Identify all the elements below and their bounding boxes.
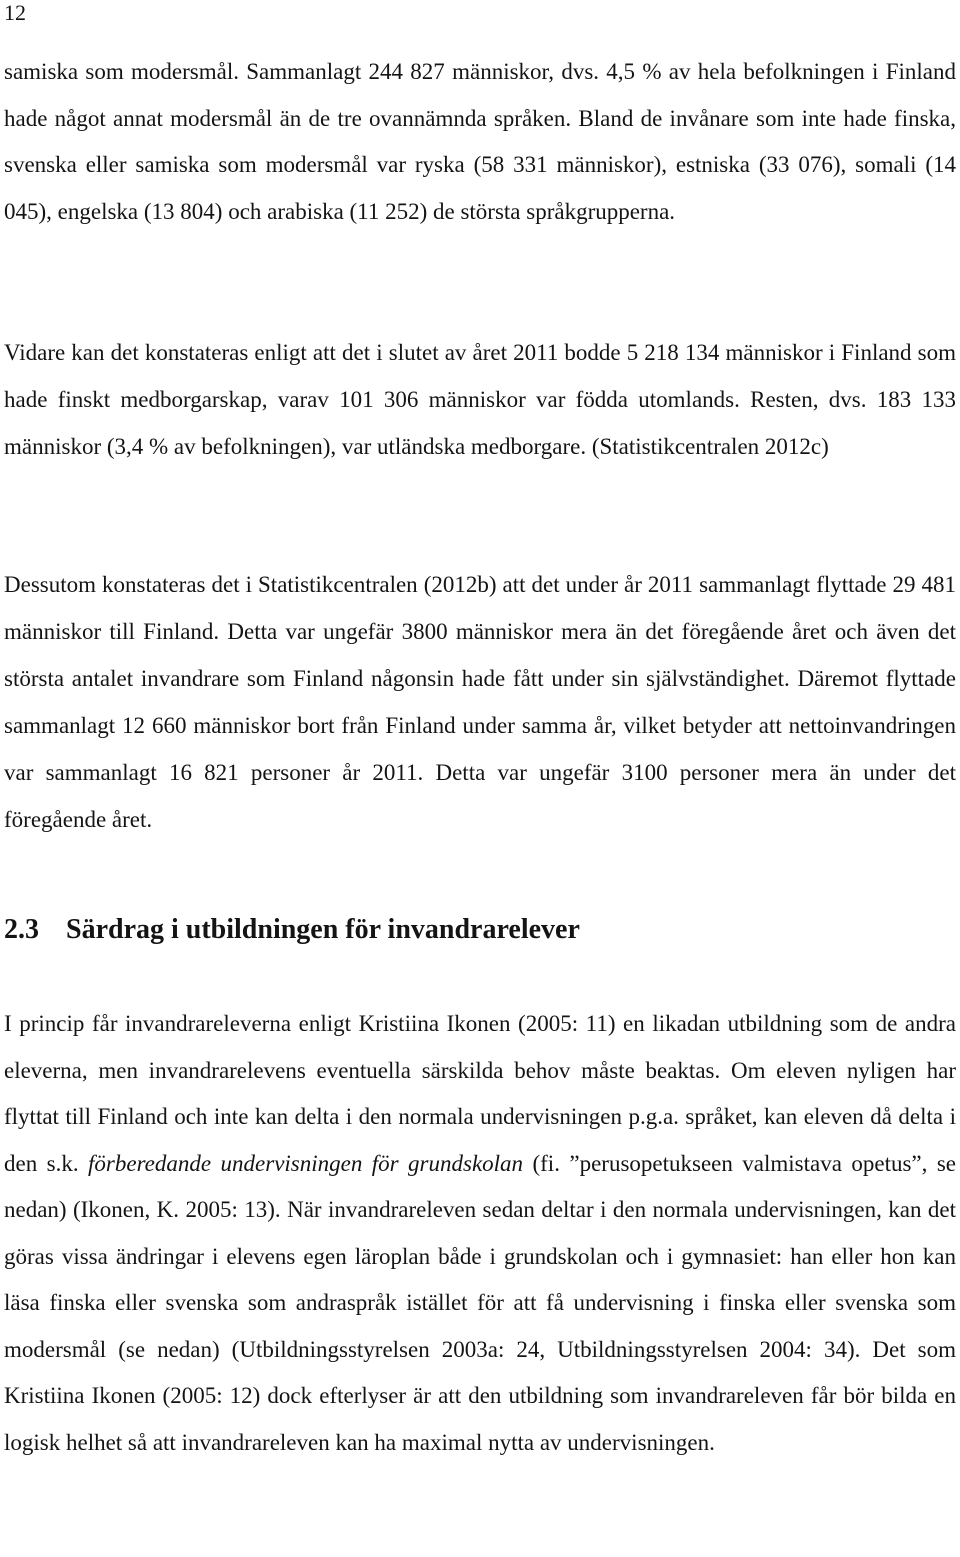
paragraph-education-text-1: I princip får invandrareleverna enligt Kristiina Ikonen (2005: 11) en likadan utbildning som de andra eleverna, men invandrarelevens eventuella särskilda behov måste beaktas. Om eleven nyligen har flyttat till Finland och inte kan delta i den normala undervisningen p.g.a. språket, kan eleven då delta i den s.k. — [4, 1011, 956, 1176]
paragraph-immigration: Dessutom konstateras det i Statistikcentralen (2012b) att det under år 2011 sammanlagt flyttade 29 481 människor till Finland. Detta var ungefär 3800 människor mera än det föregående året och även det största antalet invandrare som Finland någonsin hade fått under sin självständighet. Däremot flyttade sammanlagt 12 660 människor bort från Finland under samma år, vilket betyder att nettoinvandringen var sammanlagt 16 821 personer år 2011. Detta var ungefär 3100 personer mera än under det föregående året. — [4, 572, 956, 832]
paragraph-language-groups: samiska som modersmål. Sammanlagt 244 827 människor, dvs. 4,5 % av hela befolkningen i Finland hade något annat modersmål än de tre ovannämnda språken. Bland de invånare som inte hade finska, svenska eller samiska som modersmål var ryska (58 331 människor), estniska (33 076), somali (14 045), engelska (13 804) och arabiska (11 252) de största språkgrupperna. — [4, 59, 956, 224]
section-heading — [4, 906, 580, 954]
section-title: Särdrag i utbildningen för invandrarelever — [66, 914, 580, 945]
section-number: 2.3 — [4, 914, 39, 945]
paragraph-citizenship: Vidare kan det konstateras enligt att det i slutet av året 2011 bodde 5 218 134 människor i Finland som hade finskt medborgarskap, varav 101 306 människor var födda utomlands. Resten, dvs. 183 133 människor (3,4 % av befolkningen), var utländska medborgare. (Statistikcentralen 2012c) — [4, 340, 956, 459]
paragraph-education-italic-term: förberedande undervisningen för grundskolan — [88, 1150, 524, 1176]
paragraph-education-text-2: (fi. ”perusopetukseen valmistava opetus”, se nedan) (Ikonen, K. 2005: 13). När invandrareleven sedan deltar i den normala undervisningen, kan det göras vissa ändringar i elevens egen läroplan både i grundskolan och i gymnasiet: han eller hon kan läsa finska eller svenska som andraspråk istället för att få undervisning i finska eller svenska som modersmål (se nedan) (Utbildningsstyrelsen 2003a: 24, Utbildningsstyrelsen 2004: 34). Det som Kristiina Ikonen (2005: 12) dock efterlyser är att den utbildning som invandrareleven får bör bilda en logisk helhet så att invandrareleven kan ha maximal nytta av undervisningen. — [4, 1150, 956, 1455]
page-number: 12 — [4, 0, 26, 25]
paragraph-education — [4, 1001, 956, 1466]
